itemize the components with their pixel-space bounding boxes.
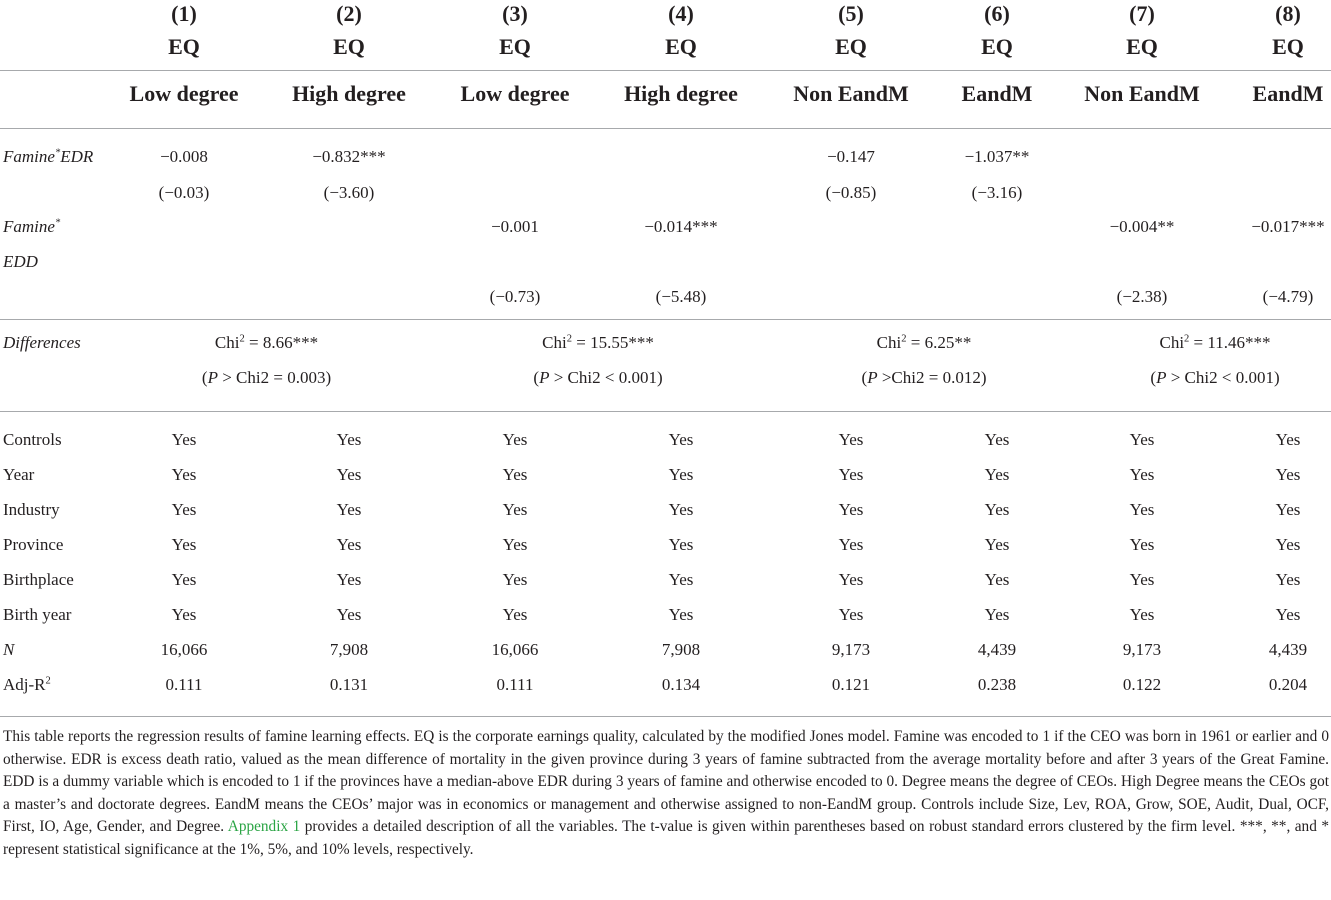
coefficient-cell: −0.014*** bbox=[644, 217, 718, 236]
p-variable: P bbox=[207, 368, 218, 387]
row-label-year: Year bbox=[3, 465, 35, 484]
t-value-cell: (−0.03) bbox=[158, 183, 210, 202]
indicator-cell: Yes bbox=[1129, 570, 1155, 589]
chi-label: Chi bbox=[214, 333, 240, 352]
column-group-label: Non EandM bbox=[1084, 81, 1200, 106]
row-label-n: N bbox=[3, 640, 15, 659]
t-value-cell: (−2.38) bbox=[1116, 287, 1168, 306]
column-dependent-variable: EQ bbox=[1126, 34, 1158, 59]
column-number: (1) bbox=[171, 1, 197, 26]
column-group-label: EandM bbox=[961, 81, 1033, 106]
p-value-statistic bbox=[1150, 368, 1279, 388]
chi-square-statistic bbox=[215, 333, 318, 353]
indicator-cell: Yes bbox=[502, 570, 528, 589]
chi-superscript: 2 bbox=[901, 333, 907, 345]
indicator-cell: Yes bbox=[336, 430, 362, 449]
row-label-province: Province bbox=[3, 535, 64, 554]
column-dependent-variable: EQ bbox=[981, 34, 1013, 59]
indicator-cell: Yes bbox=[336, 465, 362, 484]
column-group-label: EandM bbox=[1252, 81, 1324, 106]
column-dependent-variable: EQ bbox=[665, 34, 697, 59]
rule-header bbox=[0, 70, 1331, 71]
indicator-cell: Yes bbox=[984, 465, 1010, 484]
chi-value: = 6.25** bbox=[906, 333, 972, 352]
observation-count-cell: 9,173 bbox=[831, 640, 871, 659]
indicator-cell: Yes bbox=[1275, 570, 1301, 589]
indicator-cell: Yes bbox=[838, 500, 864, 519]
indicator-cell: Yes bbox=[502, 500, 528, 519]
indicator-cell: Yes bbox=[984, 570, 1010, 589]
adj-r2-cell: 0.238 bbox=[977, 675, 1017, 694]
column-number: (2) bbox=[336, 1, 362, 26]
coefficient-cell: −1.037** bbox=[964, 147, 1030, 166]
adj-r2-cell: 0.111 bbox=[165, 675, 203, 694]
rule-before-differences bbox=[0, 319, 1331, 320]
adj-r2-cell: 0.122 bbox=[1122, 675, 1162, 694]
adj-r2-cell: 0.131 bbox=[329, 675, 369, 694]
rule-after-differences bbox=[0, 411, 1331, 412]
column-group-label: High degree bbox=[624, 81, 738, 106]
indicator-cell: Yes bbox=[171, 535, 197, 554]
indicator-cell: Yes bbox=[838, 430, 864, 449]
p-value: > Chi2 = 0.003) bbox=[217, 368, 332, 387]
column-group-label: Non EandM bbox=[793, 81, 909, 106]
indicator-cell: Yes bbox=[171, 570, 197, 589]
indicator-cell: Yes bbox=[984, 500, 1010, 519]
row-label-adj-r2 bbox=[3, 675, 51, 695]
row-label-famine-edd-line2: EDD bbox=[3, 252, 38, 271]
indicator-cell: Yes bbox=[984, 605, 1010, 624]
indicator-cell: Yes bbox=[502, 465, 528, 484]
indicator-cell: Yes bbox=[838, 605, 864, 624]
p-variable: P bbox=[539, 368, 550, 387]
chi-label: Chi bbox=[876, 333, 902, 352]
indicator-cell: Yes bbox=[1275, 535, 1301, 554]
famine-edr-label-tail: EDR bbox=[60, 147, 94, 166]
chi-value: = 8.66*** bbox=[244, 333, 319, 352]
row-label-famine-edd bbox=[3, 217, 60, 237]
indicator-cell: Yes bbox=[336, 535, 362, 554]
indicator-cell: Yes bbox=[502, 430, 528, 449]
chi-label: Chi bbox=[542, 333, 567, 352]
famine-edd-label-star: * bbox=[54, 217, 61, 229]
adj-r2-label-main: Adj-R bbox=[3, 675, 46, 694]
chi-label: Chi bbox=[1159, 333, 1185, 352]
column-dependent-variable: EQ bbox=[168, 34, 200, 59]
appendix-link[interactable]: Appendix 1 bbox=[227, 818, 301, 836]
indicator-cell: Yes bbox=[838, 570, 864, 589]
indicator-cell: Yes bbox=[171, 465, 197, 484]
t-value-cell: (−3.60) bbox=[323, 183, 375, 202]
indicator-cell: Yes bbox=[336, 570, 362, 589]
indicator-cell: Yes bbox=[1129, 535, 1155, 554]
adj-r2-label-sup: 2 bbox=[45, 675, 51, 687]
indicator-cell: Yes bbox=[668, 570, 694, 589]
observation-count-cell: 7,908 bbox=[329, 640, 369, 659]
famine-edr-label-star: * bbox=[54, 147, 61, 159]
chi-value: = 15.55*** bbox=[571, 333, 654, 352]
column-dependent-variable: EQ bbox=[1272, 34, 1304, 59]
rule-table-bottom bbox=[0, 716, 1331, 717]
p-value: >Chi2 = 0.012) bbox=[877, 368, 987, 387]
chi-square-statistic bbox=[1159, 333, 1270, 353]
observation-count-cell: 7,908 bbox=[661, 640, 701, 659]
indicator-cell: Yes bbox=[668, 500, 694, 519]
row-label-birth-year: Birth year bbox=[3, 605, 72, 624]
column-dependent-variable: EQ bbox=[835, 34, 867, 59]
adj-r2-cell: 0.204 bbox=[1268, 675, 1308, 694]
row-label-birthplace: Birthplace bbox=[3, 570, 74, 589]
indicator-cell: Yes bbox=[1129, 465, 1155, 484]
adj-r2-cell: 0.121 bbox=[831, 675, 871, 694]
chi-superscript: 2 bbox=[239, 333, 245, 345]
p-open: ( bbox=[1150, 368, 1157, 387]
p-open: ( bbox=[201, 368, 208, 387]
column-number: (7) bbox=[1129, 1, 1155, 26]
indicator-cell: Yes bbox=[336, 605, 362, 624]
famine-edr-label-main: Famine bbox=[3, 147, 55, 166]
footnote-text-end: provides a detailed description of all the variables. The t-value is given within parentheses based on robust standard errors clustered by the firm level. ***, **, and * represent statistical significance at the 1%, 5%, and 10% levels, respectively. bbox=[3, 818, 1329, 858]
column-number: (5) bbox=[838, 1, 864, 26]
column-group-label: High degree bbox=[292, 81, 406, 106]
t-value-cell: (−5.48) bbox=[655, 287, 707, 306]
indicator-cell: Yes bbox=[668, 430, 694, 449]
row-label-controls: Controls bbox=[3, 430, 62, 449]
row-label-differences: Differences bbox=[3, 333, 81, 352]
indicator-cell: Yes bbox=[838, 465, 864, 484]
indicator-cell: Yes bbox=[502, 605, 528, 624]
t-value-cell: (−4.79) bbox=[1262, 287, 1314, 306]
indicator-cell: Yes bbox=[984, 430, 1010, 449]
indicator-cell: Yes bbox=[1275, 465, 1301, 484]
column-group-label: Low degree bbox=[129, 81, 239, 106]
indicator-cell: Yes bbox=[1129, 500, 1155, 519]
column-group-label: Low degree bbox=[460, 81, 570, 106]
coefficient-cell: −0.017*** bbox=[1251, 217, 1325, 236]
rule-header-bottom bbox=[0, 128, 1331, 129]
adj-r2-cell: 0.134 bbox=[661, 675, 701, 694]
observation-count-cell: 16,066 bbox=[160, 640, 208, 659]
chi-value: = 11.46*** bbox=[1189, 333, 1271, 352]
indicator-cell: Yes bbox=[1275, 430, 1301, 449]
t-value-cell: (−0.85) bbox=[825, 183, 877, 202]
indicator-cell: Yes bbox=[668, 605, 694, 624]
indicator-cell: Yes bbox=[171, 430, 197, 449]
indicator-cell: Yes bbox=[171, 605, 197, 624]
column-number: (6) bbox=[984, 1, 1010, 26]
column-number: (8) bbox=[1275, 1, 1301, 26]
indicator-cell: Yes bbox=[502, 535, 528, 554]
p-open: ( bbox=[533, 368, 540, 387]
chi-superscript: 2 bbox=[1184, 333, 1190, 345]
coefficient-cell: −0.004** bbox=[1109, 217, 1175, 236]
p-variable: P bbox=[1156, 368, 1167, 387]
famine-edd-label-main: Famine bbox=[3, 217, 55, 236]
column-dependent-variable: EQ bbox=[499, 34, 531, 59]
t-value-cell: (−3.16) bbox=[971, 183, 1023, 202]
adj-r2-cell: 0.111 bbox=[496, 675, 534, 694]
p-variable: P bbox=[867, 368, 878, 387]
indicator-cell: Yes bbox=[668, 465, 694, 484]
footnote-text: This table reports the regression results of famine learning effects. EQ is the corporate earnings quality, calculated by the modified Jones model. Famine was encoded to 1 if the CEO was born in 1961 or earlier and 0 otherwise. EDR is excess death ratio, valued as the mean difference of mortality in the given province during 3 years of famine subtracted from the average mortality before and after 3 years of the Great Famine. EDD is a dummy variable which is encoded to 1 if the provinces have a median-above EDR during 3 years of famine and otherwise encoded to 0. Degree means the degree of CEOs. High Degree means the CEOs got a master’s and doctorate degrees. EandM means the CEOs’ major was in economics or management and otherwise assigned to non-EandM group. Controls include Size, Lev, ROA, Grow, SOE, Audit, Dual, OCF, First, IO, Age, Gender, and Degree. bbox=[3, 728, 1329, 836]
observation-count-cell: 4,439 bbox=[977, 640, 1017, 659]
indicator-cell: Yes bbox=[984, 535, 1010, 554]
indicator-cell: Yes bbox=[668, 535, 694, 554]
indicator-cell: Yes bbox=[1129, 605, 1155, 624]
coefficient-cell: −0.008 bbox=[160, 147, 208, 166]
p-open: ( bbox=[861, 368, 868, 387]
indicator-cell: Yes bbox=[1275, 500, 1301, 519]
coefficient-cell: −0.001 bbox=[491, 217, 539, 236]
p-value-statistic bbox=[533, 368, 662, 388]
p-value: > Chi2 < 0.001) bbox=[549, 368, 663, 387]
p-value-statistic bbox=[202, 368, 331, 388]
table-footnote bbox=[3, 726, 1329, 862]
coefficient-cell: −0.147 bbox=[827, 147, 875, 166]
indicator-cell: Yes bbox=[171, 500, 197, 519]
indicator-cell: Yes bbox=[336, 500, 362, 519]
row-label-industry: Industry bbox=[3, 500, 60, 519]
indicator-cell: Yes bbox=[1129, 430, 1155, 449]
row-label-famine-edr bbox=[3, 147, 93, 167]
p-value-statistic bbox=[862, 368, 987, 388]
chi-square-statistic bbox=[542, 333, 654, 353]
column-dependent-variable: EQ bbox=[333, 34, 365, 59]
observation-count-cell: 16,066 bbox=[491, 640, 539, 659]
column-number: (4) bbox=[668, 1, 694, 26]
coefficient-cell: −0.832*** bbox=[312, 147, 386, 166]
observation-count-cell: 4,439 bbox=[1268, 640, 1308, 659]
chi-superscript: 2 bbox=[566, 333, 572, 345]
indicator-cell: Yes bbox=[1275, 605, 1301, 624]
p-value: > Chi2 < 0.001) bbox=[1166, 368, 1280, 387]
column-number: (3) bbox=[502, 1, 528, 26]
observation-count-cell: 9,173 bbox=[1122, 640, 1162, 659]
indicator-cell: Yes bbox=[838, 535, 864, 554]
chi-square-statistic bbox=[877, 333, 972, 353]
t-value-cell: (−0.73) bbox=[489, 287, 541, 306]
